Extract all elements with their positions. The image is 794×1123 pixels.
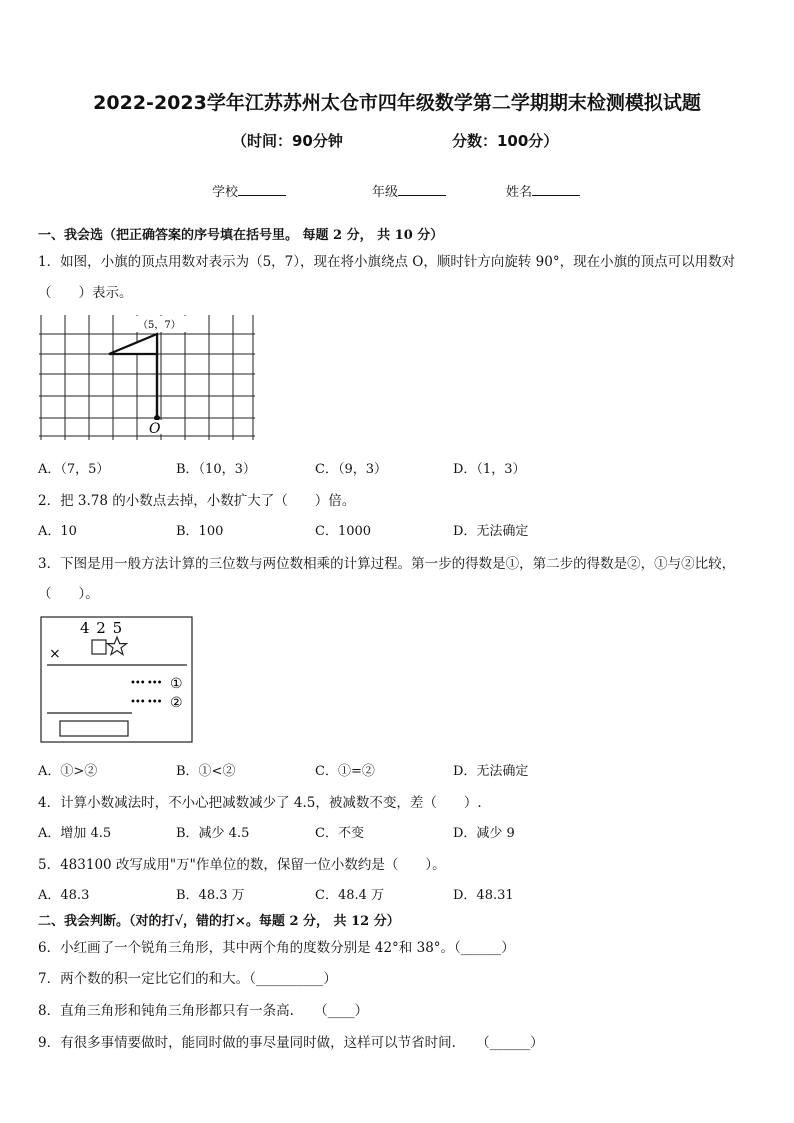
school-field	[212, 181, 286, 200]
partial-product-1-dots: ••• •••	[130, 678, 162, 689]
grade-blank	[398, 184, 446, 196]
origin-label: O	[149, 421, 161, 437]
q1-grid-figure	[36, 312, 258, 442]
q4-option-d[interactable]: D．减少 9	[453, 826, 515, 841]
page-title: 2022-2023学年江苏苏州太仓市四年级数学第二学期期末检测模拟试题	[93, 92, 701, 114]
q1-text-line2: （ ）表示。	[38, 285, 133, 301]
multiply-sign: ×	[49, 646, 61, 662]
q3-text-line2: （ ）。	[38, 586, 99, 602]
q8-text: 8．直角三角形和钝角三角形都只有一条高. （____）	[38, 1003, 369, 1019]
q4-option-a[interactable]: A．增加 4.5	[38, 826, 112, 841]
q3-text-line1: 3．下图是用一般方法计算的三位数与两位数相乘的计算过程。第一步的得数是①，第二步的得数是②，①与②比较，	[38, 556, 736, 572]
q1-option-c[interactable]: C．（9，3）	[315, 462, 387, 477]
q1-option-b[interactable]: B．（10，3）	[176, 462, 256, 477]
q2-option-b[interactable]: B．100	[176, 524, 224, 539]
q6-text: 6．小红画了一个锐角三角形，其中两个角的度数分别是 42°和 38°。（______）	[38, 940, 515, 956]
section-1-heading: 一、我会选（把正确答案的序号填在括号里。 每题 2 分， 共 10 分）	[38, 228, 444, 243]
flag-vertex-coord: （5，7）	[138, 320, 181, 331]
grade-field	[372, 181, 446, 200]
name-field	[506, 181, 580, 200]
q2-text: 2．把 3.78 的小数点去掉，小数扩大了（ ）倍。	[38, 493, 356, 509]
q3-option-c[interactable]: C．①=②	[315, 764, 375, 779]
q4-option-c[interactable]: C．不变	[315, 826, 364, 841]
q3-option-d[interactable]: D．无法确定	[453, 764, 529, 779]
school-blank	[238, 184, 286, 196]
square-placeholder	[92, 640, 106, 654]
name-blank	[532, 184, 580, 196]
q5-option-a[interactable]: A．48.3	[38, 888, 90, 903]
q2-option-a[interactable]: A．10	[38, 524, 77, 539]
q3-option-a[interactable]: A．①>②	[38, 764, 98, 779]
q4-text: 4．计算小数减法时，不小心把减数减少了 4.5，被减数不变，差（ ）.	[38, 795, 482, 811]
partial-product-2-dots: ••• •••	[130, 697, 162, 708]
q1-text-line1: 1．如图，小旗的顶点用数对表示为（5，7），现在将小旗绕点 O，顺时针方向旋转 90°，现在小旗的顶点可以用数对	[38, 254, 736, 270]
multiplicand-digits: 4 2 5	[80, 619, 124, 637]
q7-text: 7．两个数的积一定比它们的和大。（__________）	[38, 971, 337, 987]
flag-triangle	[109, 334, 157, 354]
partial-product-1-label: ①	[170, 676, 183, 692]
name-label: 姓名	[506, 185, 533, 200]
q1-option-a[interactable]: A．（7，5）	[38, 462, 110, 477]
grade-label: 年级	[372, 185, 399, 200]
school-label: 学校	[212, 185, 239, 200]
q2-option-c[interactable]: C．1000	[315, 524, 372, 539]
q5-option-c[interactable]: C．48.4 万	[315, 888, 385, 903]
q4-option-b[interactable]: B．减少 4.5	[176, 826, 250, 841]
q9-text: 9．有很多事情要做时，能同时做的事尽量同时做，这样可以节省时间. （______）	[38, 1035, 544, 1051]
q5-option-b[interactable]: B．48.3 万	[176, 888, 245, 903]
q3-option-b[interactable]: B．①<②	[176, 764, 236, 779]
q5-option-d[interactable]: D．48.31	[453, 888, 514, 903]
q5-text: 5．483100 改写成用"万"作单位的数，保留一位小数约是（ ）。	[38, 857, 446, 873]
q3-multiplication-figure	[40, 616, 194, 744]
exam-score: 分数：100分）	[452, 132, 559, 150]
exam-time: （时间：90分钟	[232, 132, 343, 150]
section-2-heading: 二、我会判断。（对的打√，错的打×。每题 2 分， 共 12 分）	[38, 914, 400, 929]
q2-option-d[interactable]: D．无法确定	[453, 524, 529, 539]
partial-product-2-label: ②	[170, 695, 183, 711]
q1-option-d[interactable]: D．（1，3）	[453, 462, 526, 477]
result-box	[60, 721, 128, 736]
